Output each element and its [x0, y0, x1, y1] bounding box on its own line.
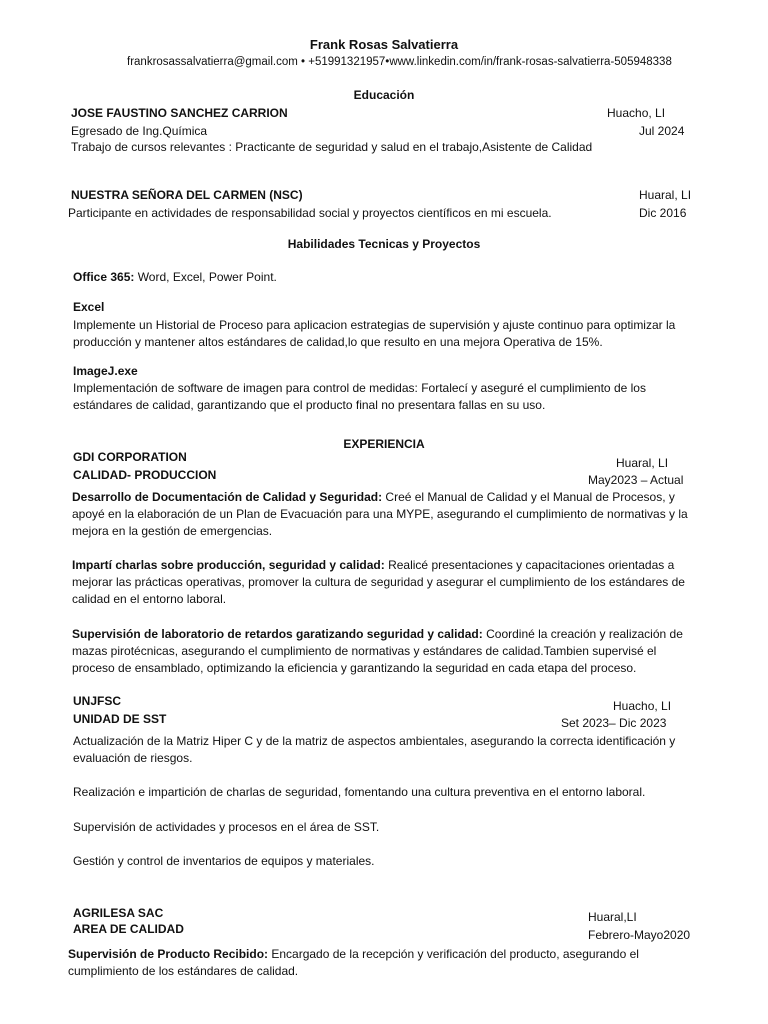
job1-bullet-1-text: Creé el Manual de Calidad y el Manual de Procesos, y apoyé en la elaboración de un Plan de Evacuación para una MYPE, asegurando el cumplimiento de normativas y la mejora en la gestión de emergencias. [72, 490, 688, 538]
office-label: Office 365: [73, 270, 135, 284]
job1-bullet-3-label: Supervisión de laboratorio de retardos garatizando seguridad y calidad: [72, 627, 483, 641]
job2-bullet-3: Supervisión de actividades y procesos en el área de SST. [73, 820, 380, 834]
office-text: Word, Excel, Power Point. [134, 270, 277, 284]
contact-line[interactable]: frankrosassalvatierra@gmail.com • +51991321957•www.linkedin.com/in/frank-rosas-salvatierra-505948338 [127, 56, 672, 68]
job2-company: UNJFSC [73, 694, 122, 708]
job3-bullet-1-label: Supervisión de Producto Recibido: [68, 947, 269, 961]
job2-bullet-4: Gestión y control de inventarios de equipos y materiales. [73, 854, 375, 868]
job2-bullet-2: Realización e impartición de charlas de seguridad, fomentando una cultura preventiva en el entorno laboral. [73, 785, 646, 799]
job1-bullet-3 [72, 626, 702, 677]
job1-bullet-3-text: Coordiné la creación y realización de mazas pirotécnicas, asegurando el cumplimiento de normativas y estándares de calidad.Tambien supervisé el proceso de ensamblado, optimizando la eficiencia y garantizando la seguridad en cada etapa del proceso. [72, 627, 683, 675]
job1-bullet-2-label: Impartí charlas sobre producción, seguridad y calidad: [72, 558, 385, 572]
edu-degree-1: Egresado de Ing.Química [71, 124, 208, 138]
excel-text: Implemente un Historial de Proceso para aplicacion estrategias de supervisión y ajuste continuo para optimizar la producción y mantener altos estándares de calidad,lo que resulto en una mejora Operativa de 15%. [73, 318, 676, 349]
job2-role: UNIDAD DE SST [73, 712, 167, 726]
edu-school-2: NUESTRA SEÑORA DEL CARMEN (NSC) [71, 188, 303, 202]
job3-date: Febrero-Mayo2020 [588, 928, 691, 942]
job1-date: May2023 – Actual [588, 473, 684, 487]
imagej-text: Implementación de software de imagen para control de medidas: Fortalecí y aseguré el cumplimiento de los estándares de calidad, garantizando que el producto final no presentara fallas en su uso. [73, 381, 646, 412]
imagej-title: ImageJ.exe [73, 364, 138, 378]
job3-bullet-1-text: Encargado de la recepción y verificación del producto, asegurando el cumplimiento de los estándares de calidad. [68, 947, 639, 978]
job3-role: AREA DE CALIDAD [73, 922, 184, 936]
resume-name: Frank Rosas Salvatierra [309, 37, 459, 52]
job1-bullet-2-text: Realicé presentaciones y capacitaciones orientadas a mejorar las prácticas operativas, promover la cultura de seguridad y asegurar el cumplimiento de los estándares de calidad en el entorno laboral. [72, 558, 685, 606]
job2-location: Huacho, LI [613, 699, 672, 713]
edu-detail-2: Participante en actividades de responsabilidad social y proyectos científicos en mi escuela. [68, 206, 552, 220]
edu-location-1: Huacho, LI [607, 106, 666, 120]
edu-school-1: JOSE FAUSTINO SANCHEZ CARRION [71, 106, 288, 120]
job2-date: Set 2023– Dic 2023 [561, 716, 667, 730]
skills-heading: Habilidades Tecnicas y Proyectos [287, 237, 481, 251]
job1-bullet-1-label: Desarrollo de Documentación de Calidad y Seguridad: [72, 490, 383, 504]
office-skill [73, 270, 277, 284]
excel-title: Excel [73, 300, 105, 314]
job1-role: CALIDAD- PRODUCCION [73, 468, 217, 482]
job3-location: Huaral,LI [588, 910, 637, 924]
experience-heading: EXPERIENCIA [343, 437, 425, 451]
job1-bullet-2 [72, 557, 708, 608]
education-heading: Educación [353, 88, 415, 102]
edu-date-1: Jul 2024 [639, 124, 685, 138]
job1-bullet-1 [72, 489, 698, 540]
job2-bullet-1: Actualización de la Matriz Hiper C y de la matriz de aspectos ambientales, asegurando la correcta identificación y evaluación de riesgos. [73, 734, 676, 765]
job1-company: GDI CORPORATION [73, 450, 187, 464]
job3-bullet-1 [68, 946, 698, 980]
job1-location: Huaral, LI [616, 456, 669, 470]
edu-location-2: Huaral, LI [639, 188, 692, 202]
edu-date-2: Dic 2016 [639, 206, 687, 220]
job3-company: AGRILESA SAC [73, 906, 164, 920]
edu-courses-1: Trabajo de cursos relevantes : Practicante de seguridad y salud en el trabajo,Asistente de Calidad [71, 140, 593, 154]
